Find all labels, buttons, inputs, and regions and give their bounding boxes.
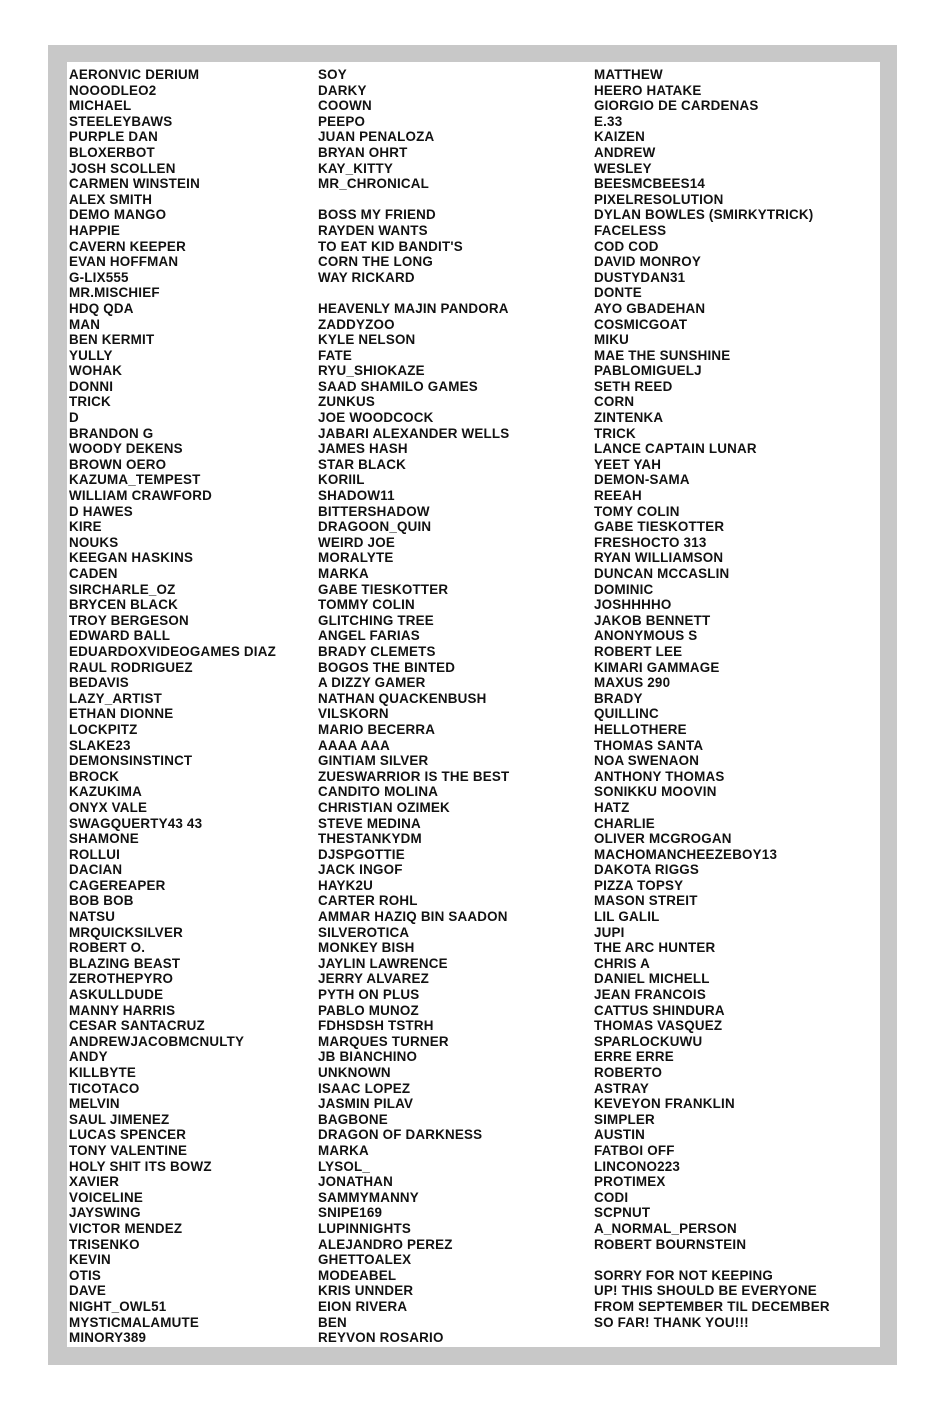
name-entry: ROBERTO <box>594 1065 663 1080</box>
name-entry: SORRY FOR NOT KEEPING <box>594 1267 774 1283</box>
name-entry: JASMIN PILAV <box>318 1096 414 1112</box>
name-entry: SO FAR! THANK YOU!!! <box>594 1314 749 1330</box>
name-entry: HOLY SHIT ITS BOWZ <box>69 1158 212 1174</box>
name-entry: ZADDYZOO <box>318 316 395 332</box>
name-entry: COOWN <box>318 98 372 114</box>
name-entry: KORIIL <box>318 472 365 488</box>
name-entry: MAXUS 290 <box>594 675 671 691</box>
name-entry: TRISENKO <box>69 1236 140 1252</box>
name-entry: NATSU <box>69 909 116 925</box>
name-entry: MASON STREIT <box>594 893 698 909</box>
name-entry: BRYAN OHRT <box>318 144 408 160</box>
name-entry: BLOXERBOT <box>69 144 155 160</box>
name-entry: RYU_SHIOKAZE <box>318 363 425 379</box>
blank-line <box>318 192 509 208</box>
name-entry: FDHSDSH TSTRH <box>318 1018 434 1034</box>
name-entry: FRESHOCTO 313 <box>594 534 707 550</box>
name-entry: NOA SWENAON <box>594 753 700 769</box>
name-entry: DUSTYDAN31 <box>594 269 686 285</box>
name-entry: DJSPGOTTIE <box>318 846 405 862</box>
name-entry: BRADY <box>594 690 643 706</box>
name-entry: ERRE ERRE <box>594 1049 674 1065</box>
name-entry: TICOTACO <box>69 1080 140 1096</box>
name-entry: TRICK <box>594 425 636 441</box>
name-entry: DYLAN BOWLES (SMIRKYTRICK) <box>594 207 814 223</box>
name-entry: SHAMONE <box>69 831 139 847</box>
name-entry: JOSHHHHO <box>594 597 672 613</box>
name-entry: WILLIAM CRAWFORD <box>69 488 213 504</box>
name-entry: COD COD <box>594 238 659 254</box>
blank-line <box>594 1252 830 1268</box>
name-entry: TOMMY COLIN <box>318 597 415 613</box>
name-entry: PYTH ON PLUS <box>318 987 420 1003</box>
name-entry: UNKNOWN <box>318 1065 391 1080</box>
name-entry: PIZZA TOPSY <box>594 877 684 893</box>
name-entry: BAGBONE <box>318 1111 388 1127</box>
name-entry: FROM SEPTEMBER TIL DECEMBER <box>594 1298 830 1314</box>
name-entry: KAZUKIMA <box>69 784 143 800</box>
name-entry: ANDY <box>69 1049 108 1065</box>
name-entry: WOHAK <box>69 363 123 379</box>
name-entry: KRIS UNNDER <box>318 1283 414 1299</box>
name-entry: THESTANKYDM <box>318 831 422 847</box>
name-entry: ANDREWJACOBMCNULTY <box>69 1033 245 1049</box>
name-entry: KAY_KITTY <box>318 160 393 176</box>
name-entry: ONYX VALE <box>69 799 148 815</box>
name-entry: WOODY DEKENS <box>69 441 183 457</box>
name-entry: DEMONSINSTINCT <box>69 753 193 769</box>
name-entry: MARKA <box>318 1142 369 1158</box>
name-entry: LYSOL_ <box>318 1158 371 1174</box>
name-entry: MONKEY BISH <box>318 940 415 956</box>
name-entry: MYSTICMALAMUTE <box>69 1314 199 1330</box>
name-entry: RAUL RODRIGUEZ <box>69 659 193 675</box>
name-entry: CATTUS SHINDURA <box>594 1002 725 1018</box>
name-entry: JERRY ALVAREZ <box>318 971 429 987</box>
name-entry: MARKA <box>318 566 369 581</box>
name-entry: SPARLOCKUWU <box>594 1033 703 1049</box>
name-entry: NIGHT_OWL51 <box>69 1298 167 1314</box>
name-entry: QUILLINC <box>594 706 659 722</box>
name-entry: PIXELRESOLUTION <box>594 191 724 207</box>
name-entry: UP! THIS SHOULD BE EVERYONE <box>594 1283 817 1299</box>
name-entry: SIRCHARLE_OZ <box>69 581 176 597</box>
name-entry: MR_CHRONICAL <box>318 176 430 192</box>
name-entry: DOMINIC <box>594 581 654 597</box>
name-entry: LUCAS SPENCER <box>69 1127 187 1143</box>
name-entry: FATE <box>318 347 353 363</box>
name-entry: ASKULLDUDE <box>69 987 164 1003</box>
name-entry: KEVEYON FRANKLIN <box>594 1096 735 1112</box>
name-entry: SCPNUT <box>594 1205 651 1221</box>
name-entry: ALEJANDRO PEREZ <box>318 1236 453 1252</box>
name-entry: DANIEL MICHELL <box>594 971 710 987</box>
name-entry: EION RIVERA <box>318 1298 408 1314</box>
name-entry: OTIS <box>69 1267 102 1283</box>
name-entry: CODI <box>594 1189 629 1205</box>
name-entry: HEAVENLY MAJIN PANDORA <box>318 300 509 316</box>
name-entry: PURPLE DAN <box>69 129 159 145</box>
name-entry: NOOODLEO2 <box>69 82 157 98</box>
name-entry: HEERO HATAKE <box>594 82 702 98</box>
name-entry: AUSTIN <box>594 1127 646 1143</box>
name-entry: EDWARD BALL <box>69 628 171 644</box>
name-entry: TOMY COLIN <box>594 503 680 519</box>
name-entry: MRQUICKSILVER <box>69 924 183 940</box>
name-entry: LOCKPITZ <box>69 721 138 737</box>
name-entry: ZINTENKA <box>594 410 664 426</box>
name-entry: VILSKORN <box>318 706 389 722</box>
name-entry: LINCONO223 <box>594 1158 681 1174</box>
name-entry: HAPPIE <box>69 222 121 238</box>
name-entry: GIORGIO DE CARDENAS <box>594 98 759 114</box>
name-entry: HATZ <box>594 799 630 815</box>
name-entry: YULLY <box>69 347 113 363</box>
name-entry: STEELEYBAWS <box>69 113 173 129</box>
name-entry: CHRISTIAN OZIMEK <box>318 799 450 815</box>
name-entry: CHARLIE <box>594 815 655 831</box>
name-entry: DAVID MONROY <box>594 254 702 270</box>
name-entry: CORN <box>594 394 635 410</box>
name-entry: CAGEREAPER <box>69 877 166 893</box>
name-entry: BITTERSHADOW <box>318 503 430 519</box>
name-entry: KIMARI GAMMAGE <box>594 659 720 675</box>
name-entry: ETHAN DIONNE <box>69 706 174 722</box>
name-entry: ANONYMOUS S <box>594 628 698 644</box>
name-entry: DRAGOON_QUIN <box>318 519 432 535</box>
name-entry: MARQUES TURNER <box>318 1033 449 1049</box>
name-entry: DRAGON OF DARKNESS <box>318 1127 483 1143</box>
name-entry: JAYLIN LAWRENCE <box>318 955 448 971</box>
name-entry: ANTHONY THOMAS <box>594 768 725 784</box>
name-entry: A_NORMAL_PERSON <box>594 1220 737 1236</box>
page-border <box>48 45 897 1365</box>
name-entry: HDQ QDA <box>69 300 134 316</box>
name-entry: ANGEL FARIAS <box>318 628 420 644</box>
name-entry: JB BIANCHINO <box>318 1049 418 1065</box>
name-entry: GLITCHING TREE <box>318 612 434 628</box>
name-entry: TONY VALENTINE <box>69 1142 188 1158</box>
name-entry: XAVIER <box>69 1174 120 1190</box>
names-column-1 <box>69 67 276 1346</box>
name-entry: PROTIMEX <box>594 1174 666 1190</box>
name-entry: CESAR SANTACRUZ <box>69 1018 205 1034</box>
name-entry: BOB BOB <box>69 893 134 909</box>
name-entry: KAZUMA_TEMPEST <box>69 472 201 488</box>
name-entry: REYVON ROSARIO <box>318 1330 444 1346</box>
name-entry: SONIKKU MOOVIN <box>594 784 717 800</box>
name-entry: MODEABEL <box>318 1267 397 1283</box>
name-entry: A DIZZY GAMER <box>318 675 426 691</box>
name-entry: AAAA AAA <box>318 737 391 753</box>
name-entry: JABARI ALEXANDER WELLS <box>318 425 510 441</box>
name-entry: JAYSWING <box>69 1205 141 1221</box>
name-entry: ZUESWARRIOR IS THE BEST <box>318 768 510 784</box>
name-entry: D HAWES <box>69 503 133 519</box>
name-entry: TRICK <box>69 394 111 410</box>
name-entry: JAMES HASH <box>318 441 408 457</box>
name-entry: MARIO BECERRA <box>318 721 436 737</box>
name-entry: MAN <box>69 316 101 332</box>
name-entry: KEVIN <box>69 1252 111 1268</box>
name-entry: YEET YAH <box>594 456 662 472</box>
name-entry: ROBERT BOURNSTEIN <box>594 1236 747 1252</box>
name-entry: NOUKS <box>69 534 119 550</box>
name-entry: LANCE CAPTAIN LUNAR <box>594 441 757 457</box>
name-entry: PABLOMIGUELJ <box>594 363 702 379</box>
name-entry: SOY <box>318 67 347 82</box>
name-entry: KYLE NELSON <box>318 332 416 348</box>
name-entry: MR.MISCHIEF <box>69 285 160 301</box>
name-entry: SAUL JIMENEZ <box>69 1111 170 1127</box>
name-entry: FACELESS <box>594 222 667 238</box>
name-entry: CORN THE LONG <box>318 254 433 270</box>
name-entry: DUNCAN MCCASLIN <box>594 566 730 581</box>
name-entry: JOSH SCOLLEN <box>69 160 176 176</box>
name-entry: THOMAS VASQUEZ <box>594 1018 723 1034</box>
name-entry: HAYK2U <box>318 877 374 893</box>
name-entry: LUPINNIGHTS <box>318 1220 411 1236</box>
name-entry: G-LIX555 <box>69 269 129 285</box>
name-entry: MANNY HARRIS <box>69 1002 176 1018</box>
name-entry: ANDREW <box>594 144 656 160</box>
name-entry: AMMAR HAZIQ BIN SAADON <box>318 909 508 925</box>
name-entry: BROWN OERO <box>69 456 167 472</box>
name-entry: SNIPE169 <box>318 1205 383 1221</box>
name-entry: MICHAEL <box>69 98 132 114</box>
name-entry: MORALYTE <box>318 550 394 566</box>
name-entry: DONNI <box>69 378 114 394</box>
name-entry: LIL GALIL <box>594 909 660 925</box>
name-entry: GINTIAM SILVER <box>318 753 429 769</box>
name-entry: D <box>69 410 79 426</box>
name-entry: KEEGAN HASKINS <box>69 550 194 566</box>
name-entry: JEAN FRANCOIS <box>594 987 706 1003</box>
name-entry: GHETTOALEX <box>318 1252 412 1268</box>
name-entry: BOGOS THE BINTED <box>318 659 456 675</box>
name-entry: ZEROTHEPYRO <box>69 971 174 987</box>
name-entry: VOICELINE <box>69 1189 143 1205</box>
name-entry: RYAN WILLIAMSON <box>594 550 724 566</box>
name-entry: SWAGQUERTY43 43 <box>69 815 203 831</box>
name-entry: BEN KERMIT <box>69 332 155 348</box>
name-entry: COSMICGOAT <box>594 316 688 332</box>
name-entry: BEESMCBEES14 <box>594 176 706 192</box>
name-entry: THE ARC HUNTER <box>594 940 716 956</box>
name-entry: ROBERT LEE <box>594 643 683 659</box>
name-entry: SILVEROTICA <box>318 924 410 940</box>
name-entry: BRANDON G <box>69 425 154 441</box>
name-entry: LAZY_ARTIST <box>69 690 162 706</box>
name-entry: DAVE <box>69 1283 107 1299</box>
name-entry: CARTER ROHL <box>318 893 418 909</box>
name-entry: DEMO MANGO <box>69 207 167 223</box>
name-entry: JAKOB BENNETT <box>594 612 711 628</box>
name-entry: MAE THE SUNSHINE <box>594 347 731 363</box>
name-entry: VICTOR MENDEZ <box>69 1220 183 1236</box>
name-entry: STEVE MEDINA <box>318 815 421 831</box>
name-entry: E.33 <box>594 113 623 129</box>
name-entry: ASTRAY <box>594 1080 650 1096</box>
names-column-2 <box>318 67 509 1346</box>
name-entry: CAVERN KEEPER <box>69 238 186 254</box>
name-entry: JOE WOODCOCK <box>318 410 434 426</box>
name-entry: EDUARDOXVIDEOGAMES DIAZ <box>69 643 276 659</box>
name-entry: KAIZEN <box>594 129 646 145</box>
name-entry: MELVIN <box>69 1096 120 1112</box>
name-entry: ALEX SMITH <box>69 191 153 207</box>
name-entry: SLAKE23 <box>69 737 131 753</box>
name-entry: GABE TIESKOTTER <box>594 519 725 535</box>
name-entry: AERONVIC DERIUM <box>69 67 200 82</box>
name-entry: CADEN <box>69 566 118 581</box>
name-entry: OLIVER MCGROGAN <box>594 831 732 847</box>
name-entry: JUAN PENALOZA <box>318 129 435 145</box>
name-entry: DEMON-SAMA <box>594 472 690 488</box>
name-entry: SHADOW11 <box>318 488 395 504</box>
name-entry: BOSS MY FRIEND <box>318 207 436 223</box>
name-entry: CARMEN WINSTEIN <box>69 176 200 192</box>
name-entry: JONATHAN <box>318 1174 393 1190</box>
credits-panel <box>67 62 880 1347</box>
name-entry: WESLEY <box>594 160 652 176</box>
name-entry: MACHOMANCHEEZEBOY13 <box>594 846 778 862</box>
name-entry: KIRE <box>69 519 102 535</box>
name-entry: CANDITO MOLINA <box>318 784 439 800</box>
names-column-3 <box>594 67 830 1330</box>
name-entry: SETH REED <box>594 378 673 394</box>
name-entry: STAR BLACK <box>318 456 407 472</box>
name-entry: AYO GBADEHAN <box>594 300 706 316</box>
name-entry: REEAH <box>594 488 642 504</box>
name-entry: BEN <box>318 1314 347 1330</box>
name-entry: BROCK <box>69 768 120 784</box>
name-entry: PABLO MUNOZ <box>318 1002 419 1018</box>
name-entry: DAKOTA RIGGS <box>594 862 700 878</box>
name-entry: BEDAVIS <box>69 675 129 691</box>
name-entry: HELLOTHERE <box>594 721 687 737</box>
name-entry: WAY RICKARD <box>318 269 415 285</box>
name-entry: SIMPLER <box>594 1111 655 1127</box>
name-entry: NATHAN QUACKENBUSH <box>318 690 487 706</box>
name-entry: PEEPO <box>318 113 366 129</box>
name-entry: TROY BERGESON <box>69 612 189 628</box>
name-entry: DONTE <box>594 285 642 301</box>
name-entry: ZUNKUS <box>318 394 375 410</box>
name-entry: JUPI <box>594 924 625 940</box>
name-entry: WEIRD JOE <box>318 534 395 550</box>
name-entry: THOMAS SANTA <box>594 737 704 753</box>
name-entry: MIKU <box>594 332 630 348</box>
name-entry: SAMMYMANNY <box>318 1189 419 1205</box>
name-entry: ROLLUI <box>69 846 121 862</box>
name-entry: FATBOI OFF <box>594 1142 675 1158</box>
name-entry: KILLBYTE <box>69 1065 137 1080</box>
name-entry: JACK INGOF <box>318 862 403 878</box>
name-entry: MATTHEW <box>594 67 663 82</box>
name-entry: DACIAN <box>69 862 123 878</box>
name-entry: BRYCEN BLACK <box>69 597 179 613</box>
name-entry: MINORY389 <box>69 1330 147 1346</box>
name-entry: GABE TIESKOTTER <box>318 581 449 597</box>
blank-line <box>318 285 509 301</box>
name-entry: EVAN HOFFMAN <box>69 254 179 270</box>
name-entry: BRADY CLEMETS <box>318 643 436 659</box>
name-entry: CHRIS A <box>594 955 650 971</box>
name-entry: RAYDEN WANTS <box>318 222 428 238</box>
name-entry: TO EAT KID BANDIT'S <box>318 238 463 254</box>
name-entry: ISAAC LOPEZ <box>318 1080 411 1096</box>
name-entry: DARKY <box>318 82 367 98</box>
name-entry: BLAZING BEAST <box>69 955 181 971</box>
name-entry: SAAD SHAMILO GAMES <box>318 378 478 394</box>
name-entry: ROBERT O. <box>69 940 146 956</box>
